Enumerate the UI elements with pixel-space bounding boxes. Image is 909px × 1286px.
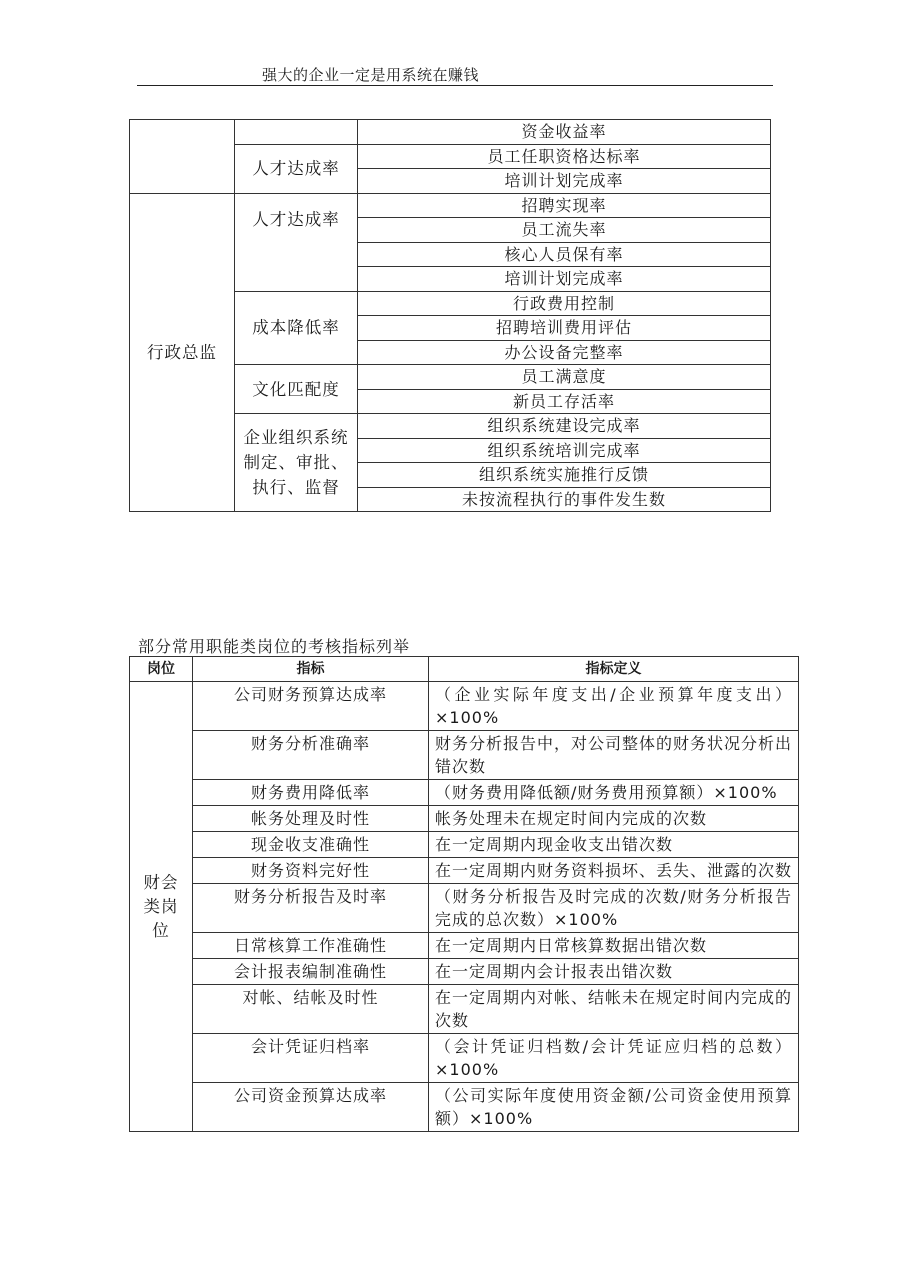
definition-cell: 在一定周期内财务资料损坏、丢失、泄露的次数: [429, 858, 799, 884]
subcategory-cell: 人才达成率: [235, 144, 358, 193]
indicator-cell: 对帐、结帐及时性: [193, 985, 429, 1034]
table-row: [130, 682, 799, 731]
indicator-cell: 财务资料完好性: [193, 858, 429, 884]
metric-cell: 新员工存活率: [358, 389, 771, 414]
definition-cell: （财务分析报告及时完成的次数/财务分析报告完成的总次数）×100%: [429, 884, 799, 933]
metric-cell: 招聘实现率: [358, 193, 771, 218]
metric-cell: 组织系统建设完成率: [358, 414, 771, 439]
indicator-cell: 日常核算工作准确性: [193, 933, 429, 959]
metric-cell: 办公设备完整率: [358, 340, 771, 365]
admin-director-kpi-table: [129, 119, 771, 512]
indicator-cell: 帐务处理及时性: [193, 806, 429, 832]
column-header-post: 岗位: [130, 657, 193, 682]
table-row: [130, 1034, 799, 1083]
table-row: [130, 780, 799, 806]
role-cell: 行政总监: [130, 193, 235, 512]
table-row: [130, 731, 799, 780]
column-header-definition: 指标定义: [429, 657, 799, 682]
post-cell: [130, 682, 193, 1132]
indicator-cell: 公司资金预算达成率: [193, 1083, 429, 1132]
definition-cell: 在一定周期内会计报表出错次数: [429, 959, 799, 985]
table-row: [130, 933, 799, 959]
post-label: 财会类岗位: [143, 872, 179, 940]
finance-kpi-table: [129, 656, 799, 1132]
indicator-cell: 财务分析报告及时率: [193, 884, 429, 933]
column-header-indicator: 指标: [193, 657, 429, 682]
metric-cell: 组织系统实施推行反馈: [358, 463, 771, 488]
table-caption: 部分常用职能类岗位的考核指标列举: [138, 637, 411, 656]
indicator-cell: 会计凭证归档率: [193, 1034, 429, 1083]
metric-cell: 资金收益率: [358, 120, 771, 145]
definition-cell: 在一定周期内现金收支出错次数: [429, 832, 799, 858]
subcategory-cell: 文化匹配度: [235, 365, 358, 414]
indicator-cell: 财务费用降低率: [193, 780, 429, 806]
indicator-cell: 财务分析准确率: [193, 731, 429, 780]
indicator-cell: 会计报表编制准确性: [193, 959, 429, 985]
definition-cell: （公司实际年度使用资金额/公司资金使用预算额）×100%: [429, 1083, 799, 1132]
table-row: [130, 959, 799, 985]
table-row: [130, 832, 799, 858]
table-row: [130, 120, 771, 145]
metric-cell: 员工满意度: [358, 365, 771, 390]
definition-cell: （企业实际年度支出/企业预算年度支出）×100%: [429, 682, 799, 731]
metric-cell: 培训计划完成率: [358, 169, 771, 194]
definition-cell: （会计凭证归档数/会计凭证应归档的总数）×100%: [429, 1034, 799, 1083]
table-row: [130, 193, 771, 218]
table-row: [130, 858, 799, 884]
table-header-row: [130, 657, 799, 682]
metric-cell: 员工流失率: [358, 218, 771, 243]
metric-cell: 行政费用控制: [358, 291, 771, 316]
subcategory-cell: 企业组织系统制定、审批、执行、监督: [235, 414, 358, 512]
header-divider: [137, 85, 773, 86]
role-cell-empty: [130, 120, 235, 194]
metric-cell: 招聘培训费用评估: [358, 316, 771, 341]
table-row: [130, 806, 799, 832]
table-row: [130, 985, 799, 1034]
subcategory-cell-empty: [235, 120, 358, 145]
definition-cell: 帐务处理未在规定时间内完成的次数: [429, 806, 799, 832]
metric-cell: 培训计划完成率: [358, 267, 771, 292]
metric-cell: 员工任职资格达标率: [358, 144, 771, 169]
metric-cell: 核心人员保有率: [358, 242, 771, 267]
subcategory-cell: 成本降低率: [235, 291, 358, 365]
subcategory-cell: 人才达成率: [235, 193, 358, 291]
definition-cell: 财务分析报告中，对公司整体的财务状况分析出错次数: [429, 731, 799, 780]
definition-cell: 在一定周期内日常核算数据出错次数: [429, 933, 799, 959]
table-row: [130, 884, 799, 933]
definition-cell: 在一定周期内对帐、结帐未在规定时间内完成的次数: [429, 985, 799, 1034]
indicator-cell: 现金收支准确性: [193, 832, 429, 858]
table-row: [130, 1083, 799, 1132]
indicator-cell: 公司财务预算达成率: [193, 682, 429, 731]
metric-cell: 组织系统培训完成率: [358, 438, 771, 463]
metric-cell: 未按流程执行的事件发生数: [358, 487, 771, 512]
definition-cell: （财务费用降低额/财务费用预算额）×100%: [429, 780, 799, 806]
page-header-title: 强大的企业一定是用系统在赚钱: [262, 66, 480, 84]
